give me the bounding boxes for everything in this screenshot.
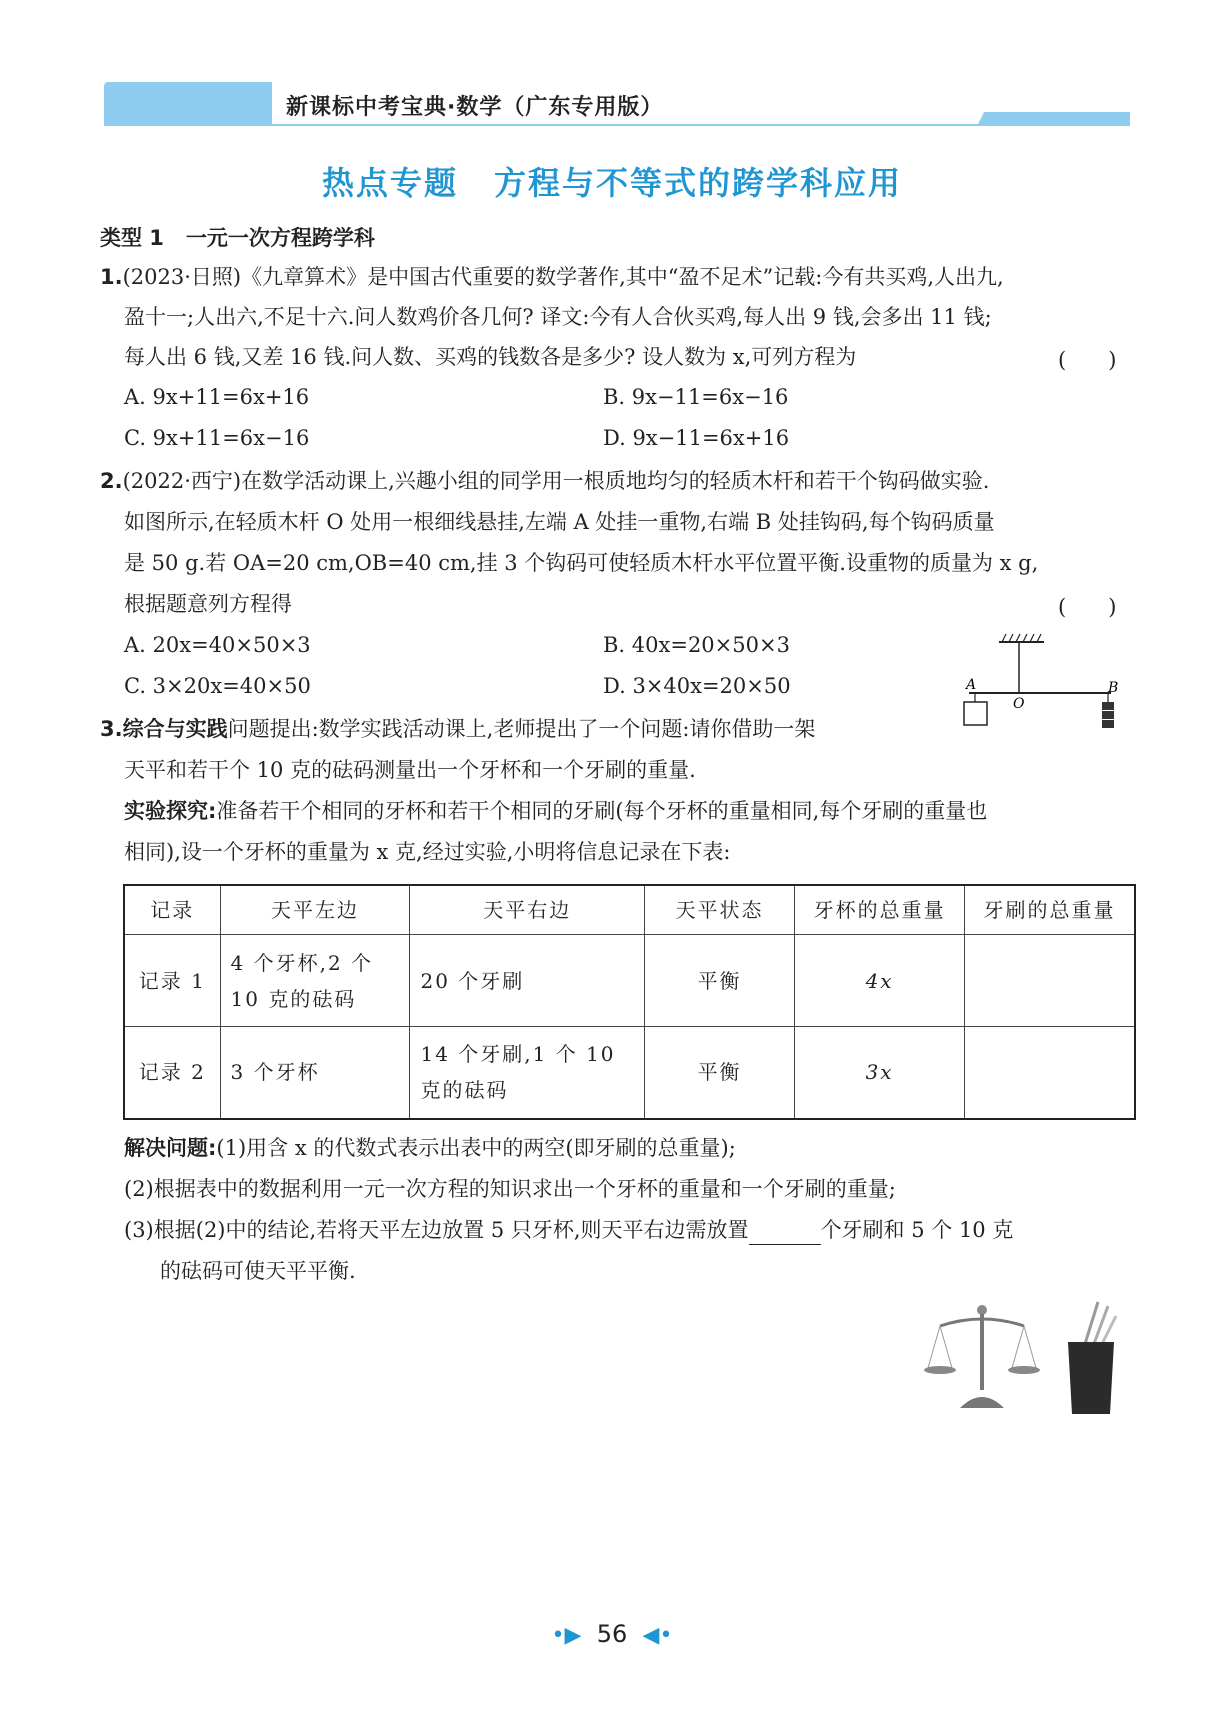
q3-number: 3. xyxy=(100,717,123,741)
book-header-title: 新课标中考宝典·数学（广东专用版） xyxy=(286,95,664,120)
header-color-bar xyxy=(104,82,272,126)
table-cell: 4 个牙杯,2 个 10 克的砝码 xyxy=(220,935,410,1027)
q1-option-a[interactable]: A. 9x+11=6x+16 xyxy=(124,385,310,409)
page-number-footer xyxy=(0,1620,1224,1648)
balance-and-cup-illustration xyxy=(920,1290,1120,1420)
label-o: O xyxy=(1013,696,1025,712)
header-accent-bar xyxy=(978,112,1130,124)
q3-solve-3-cont: 的砝码可使天平平衡. xyxy=(160,1259,356,1283)
hook-weight xyxy=(1102,720,1114,728)
q3-solve-3: (3)根据(2)中的结论,若将天平左边放置 5 只牙杯,则天平右边需放置 个牙刷和 5 个 10 克 xyxy=(124,1215,1013,1245)
hook-weight xyxy=(1102,702,1114,710)
table-header-cell: 牙杯的总重量 xyxy=(795,885,965,935)
q2-option-d[interactable]: D. 3×40x=20×50 xyxy=(603,674,791,698)
q1-option-d[interactable]: D. 9x−11=6x+16 xyxy=(603,426,790,450)
q2-line-4: 根据题意列方程得 xyxy=(124,592,292,616)
table-header-cell: 天平左边 xyxy=(220,885,410,935)
title-topic: 热点专题 xyxy=(321,164,458,202)
table-row xyxy=(124,1027,1135,1119)
q2-number: 2. xyxy=(100,469,123,493)
q1-option-b[interactable]: B. 9x−11=6x−16 xyxy=(603,385,789,409)
q1-option-c[interactable]: C. 9x+11=6x−16 xyxy=(124,426,310,450)
q1-line-1: 1.(2023·日照)《九章算术》是中国古代重要的数学著作,其中“盈不足术”记载:今有共买鸡,人出九, xyxy=(100,265,1004,289)
table-cell: 3x xyxy=(795,1027,965,1119)
blank-answer-cell[interactable] xyxy=(965,935,1135,1027)
q1-number: 1. xyxy=(100,265,123,289)
q1-line-2: 盈十一;人出六,不足十六.问人数鸡价各几何? 译文:今有人合伙买鸡,每人出 9 钱,会多出 11 钱; xyxy=(124,305,992,329)
record-table xyxy=(123,884,1136,1120)
section-name: 一元一次方程跨学科 xyxy=(185,226,375,250)
q3-line-1: 3.综合与实践问题提出:数学实践活动课上,老师提出了一个问题:请你借助一架 xyxy=(100,717,816,741)
q2-line-1: 2.(2022·西宁)在数学活动课上,兴趣小组的同学用一根质地均匀的轻质木杆和若干个钩码做实验. xyxy=(100,469,990,493)
table-row xyxy=(124,935,1135,1027)
section-heading xyxy=(100,223,375,253)
header-rule xyxy=(272,124,1130,126)
q3-line-2: 天平和若干个 10 克的砝码测量出一个牙杯和一个牙刷的重量. xyxy=(124,758,696,782)
q3-lead: 综合与实践 xyxy=(122,717,228,741)
q1-line-3: 每人出 6 钱,又差 16 钱.问人数、买鸡的钱数各是多少? 设人数为 x,可列方程为 xyxy=(124,345,857,369)
q3-solve-2: (2)根据表中的数据利用一元一次方程的知识求出一个牙杯的重量和一个牙刷的重量; xyxy=(124,1177,896,1201)
table-cell: 记录 1 xyxy=(124,935,220,1027)
q2-option-c[interactable]: C. 3×20x=40×50 xyxy=(124,674,311,698)
q2-line-3: 是 50 g.若 OA=20 cm,OB=40 cm,挂 3 个钩码可使轻质木杆水平位置平衡.设重物的质量为 x g, xyxy=(124,551,1039,575)
table-header-cell: 天平右边 xyxy=(410,885,645,935)
label-a: A xyxy=(966,677,977,693)
balance-scale-icon xyxy=(924,1305,1040,1408)
arrow-left-icon: ◀• xyxy=(642,1623,673,1648)
q3-explore-2: 相同),设一个牙杯的重量为 x 克,经过实验,小明将信息记录在下表: xyxy=(124,840,731,864)
table-header-cell: 记录 xyxy=(124,885,220,935)
q3-explore-1: 实验探究:准备若干个相同的牙杯和若干个相同的牙刷(每个牙杯的重量相同,每个牙刷的重量也 xyxy=(124,799,988,823)
table-cell: 4x xyxy=(795,935,965,1027)
table-cell: 20 个牙刷 xyxy=(410,935,645,1027)
q2-answer-paren[interactable]: ( ) xyxy=(1058,595,1117,619)
table-cell: 3 个牙杯 xyxy=(220,1027,410,1119)
table-cell: 平衡 xyxy=(645,1027,795,1119)
page-title xyxy=(0,158,1224,204)
lever-figure xyxy=(944,630,1124,740)
table-header-row xyxy=(124,885,1135,935)
solve-label: 解决问题: xyxy=(124,1136,217,1160)
q3-solve-1: 解决问题:(1)用含 x 的代数式表示出表中的两空(即牙刷的总重量); xyxy=(124,1136,736,1160)
weight-box xyxy=(964,702,987,725)
table-cell: 平衡 xyxy=(645,935,795,1027)
table-header-cell: 牙刷的总重量 xyxy=(965,885,1135,935)
arrow-right-icon: •▶ xyxy=(551,1623,582,1648)
toothbrush-cup-icon xyxy=(1068,1302,1116,1414)
label-b: B xyxy=(1108,680,1119,696)
section-label: 类型 1 xyxy=(100,226,164,250)
q1-answer-paren[interactable]: ( ) xyxy=(1058,348,1117,372)
blank-answer-cell[interactable] xyxy=(965,1027,1135,1119)
table-cell: 记录 2 xyxy=(124,1027,220,1119)
table-header-cell: 天平状态 xyxy=(645,885,795,935)
page-number: 56 xyxy=(596,1620,628,1648)
table-cell: 14 个牙刷,1 个 10 克的砝码 xyxy=(410,1027,645,1119)
title-subject: 方程与不等式的跨学科应用 xyxy=(494,164,903,202)
q2-option-b[interactable]: B. 40x=20×50×3 xyxy=(603,633,790,657)
answer-blank[interactable] xyxy=(749,1222,821,1245)
hook-weight xyxy=(1102,711,1114,719)
q2-line-2: 如图所示,在轻质木杆 O 处用一根细线悬挂,左端 A 处挂一重物,右端 B 处挂钩码,每个钩码质量 xyxy=(124,510,995,534)
explore-label: 实验探究: xyxy=(124,799,217,823)
q2-option-a[interactable]: A. 20x=40×50×3 xyxy=(124,633,311,657)
